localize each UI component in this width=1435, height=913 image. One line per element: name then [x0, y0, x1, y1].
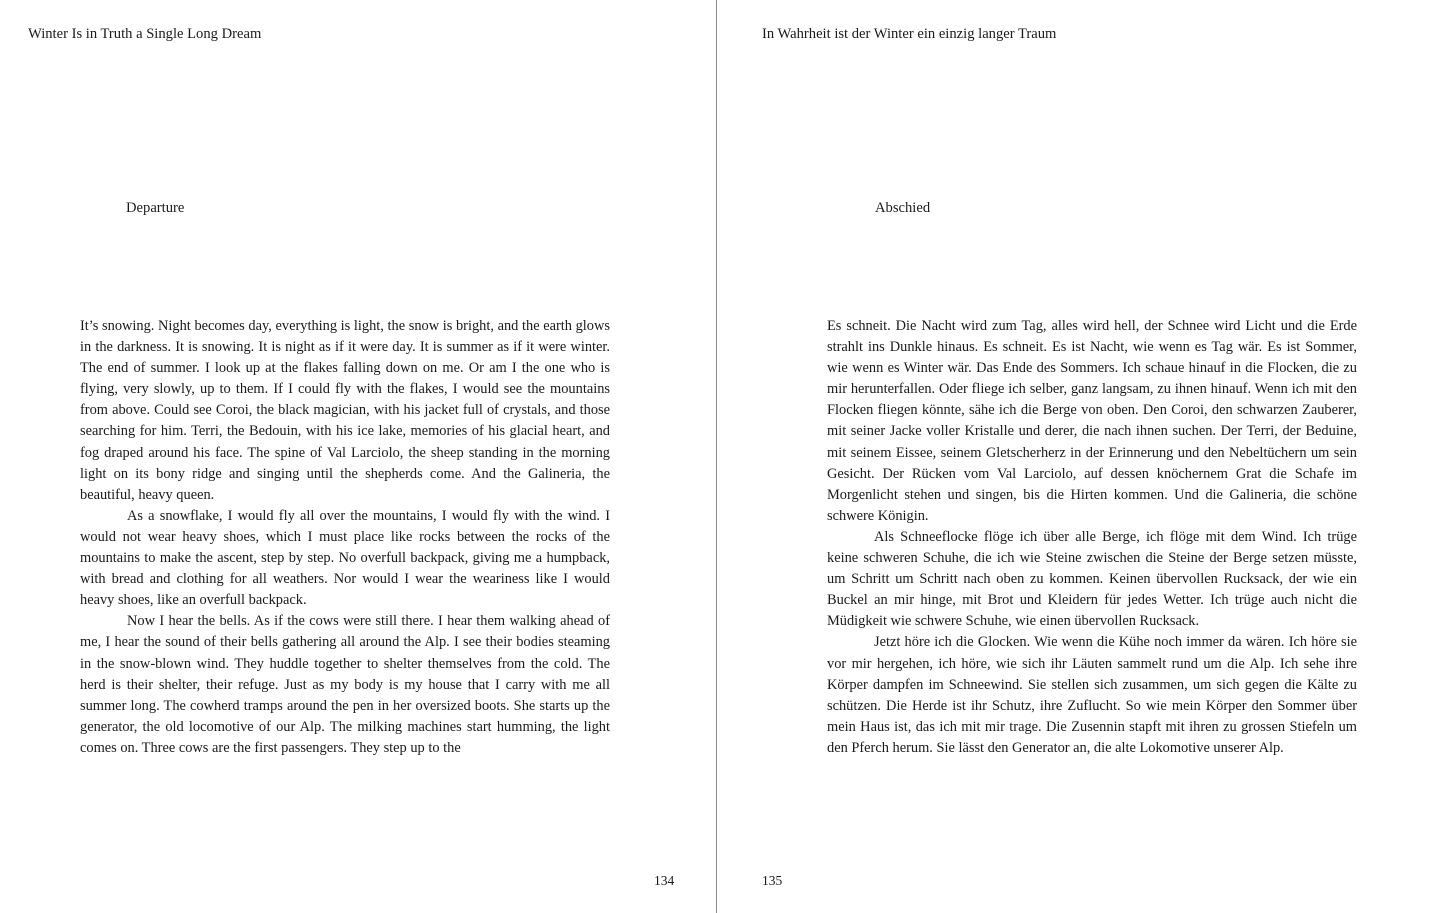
paragraph: Es schneit. Die Nacht wird zum Tag, alles wird hell, der Schnee wird Licht und die Erde strahlt ins Dunkle hinaus. Es schneit. Es ist Nacht, wie wenn es Tag wär. Es ist Sommer, wie wenn es Winter wär. Das Ende des Sommers. Ich schaue hinauf in die Flocken, die zu mir herunterfallen. Oder fliege ich selber, ganz langsam, zu ihnen hinauf. Wenn ich mit den Flocken fliegen könnte, sähe ich die Berge von oben. Den Coroi, den schwarzen Zauberer, mit seiner Jacke voller Kristalle und derer, die nach ihnen suchen. Der Terri, der Beduine, mit seinem Eissee, seinem Gletscherherz in der Erinnerung und den Nebeltüchern um sein Gesicht. Der Rücken vom Val Larciolo, auf dessen knöchernem Grat die Schafe im Morgenlicht stehen und singen, bis die Hirten kommen. Und die Galineria, die schöne schwere Königin. — [827, 318, 1357, 524]
paragraph: Als Schneeflocke flöge ich über alle Berge, ich flöge mit dem Wind. Ich trüge keine schweren Schuhe, die ich wie Steine zwischen die Steine der Berge setzen müsste, um Schritt um Schritt nach oben zu kommen. Keinen übervollen Rucksack, der wie ein Buckel an mir hinge, mit Brot und Kleidern für jedes Wetter. Ich trüge auch nicht die Müdigkeit wie schwere Schuhe, wie einen übervollen Rucksack. — [827, 528, 1357, 630]
section-title: Departure — [126, 200, 185, 216]
running-head: In Wahrheit ist der Winter ein einzig langer Traum — [762, 26, 1057, 42]
paragraph: Now I hear the bells. As if the cows were still there. I hear them walking ahead of me, I hear the sound of their bells gathering all around the Alp. I see their bodies steaming in the snow-blown wind. They huddle together to shelter themselves from the cold. The herd is their shelter, their refuge. Just as my body is my house that I carry with me all summer long. The cowherd tramps around the pen in her oversized boots. She starts up the generator, the old locomotive of our Alp. The milking machines start humming, the light comes on. Three cows are the first passengers. They step up to the — [80, 613, 610, 756]
right-page — [718, 0, 1435, 913]
section-title: Abschied — [875, 200, 931, 216]
paragraph: It’s snowing. Night becomes day, everything is light, the snow is bright, and the earth glows in the darkness. It is snowing. It is night as if it were day. It is summer as if it were winter. The end of summer. I look up at the flakes falling down on me. Or am I the one who is flying, very slowly, up to them. If I could fly with the flakes, I would see the mountains from above. Could see Coroi, the black magician, with his jacket full of crystals, and those searching for him. Terri, the Bedouin, with his ice lake, memories of his glacial heart, and fog draped around his face. The spine of Val Larciolo, the sheep standing in the morning light on its bony ridge and singing until the shepherds come. And the Galineria, the beautiful, heavy queen. — [80, 318, 610, 503]
page-number: 134 — [654, 873, 675, 888]
body-text — [827, 316, 1357, 759]
paragraph: Jetzt höre ich die Glocken. Wie wenn die Kühe noch immer da wären. Ich höre sie vor mir hergehen, ich höre, wie sich ihr Läuten sammelt rund um die Alp. Ich sehe ihre Körper dampfen im Schneewind. Sie stellen sich zusammen, um sich gegen die Kälte zu schützen. Die Herde ist ihr Schutz, ihre Zuflucht. So wie mein Körper den Sommer über mein Haus ist, das ich mit mir trage. Die Zusennin stapft mit ihren zu grossen Stiefeln um den Pferch herum. Sie lässt den Generator an, die alte Lokomotive unserer Alp. — [827, 634, 1357, 756]
body-text — [80, 316, 610, 759]
gutter-divider — [716, 0, 717, 913]
page-number: 135 — [762, 873, 783, 888]
running-head: Winter Is in Truth a Single Long Dream — [28, 26, 262, 42]
left-page — [0, 0, 717, 913]
paragraph: As a snowflake, I would fly all over the mountains, I would fly with the wind. I would not wear heavy shoes, which I must place like rocks between the rocks of the mountains to make the ascent, step by step. No overfull backpack, giving me a humpback, with bread and clothing for all weathers. Nor would I wear the weariness like I would heavy shoes, like an overfull backpack. — [80, 507, 610, 609]
